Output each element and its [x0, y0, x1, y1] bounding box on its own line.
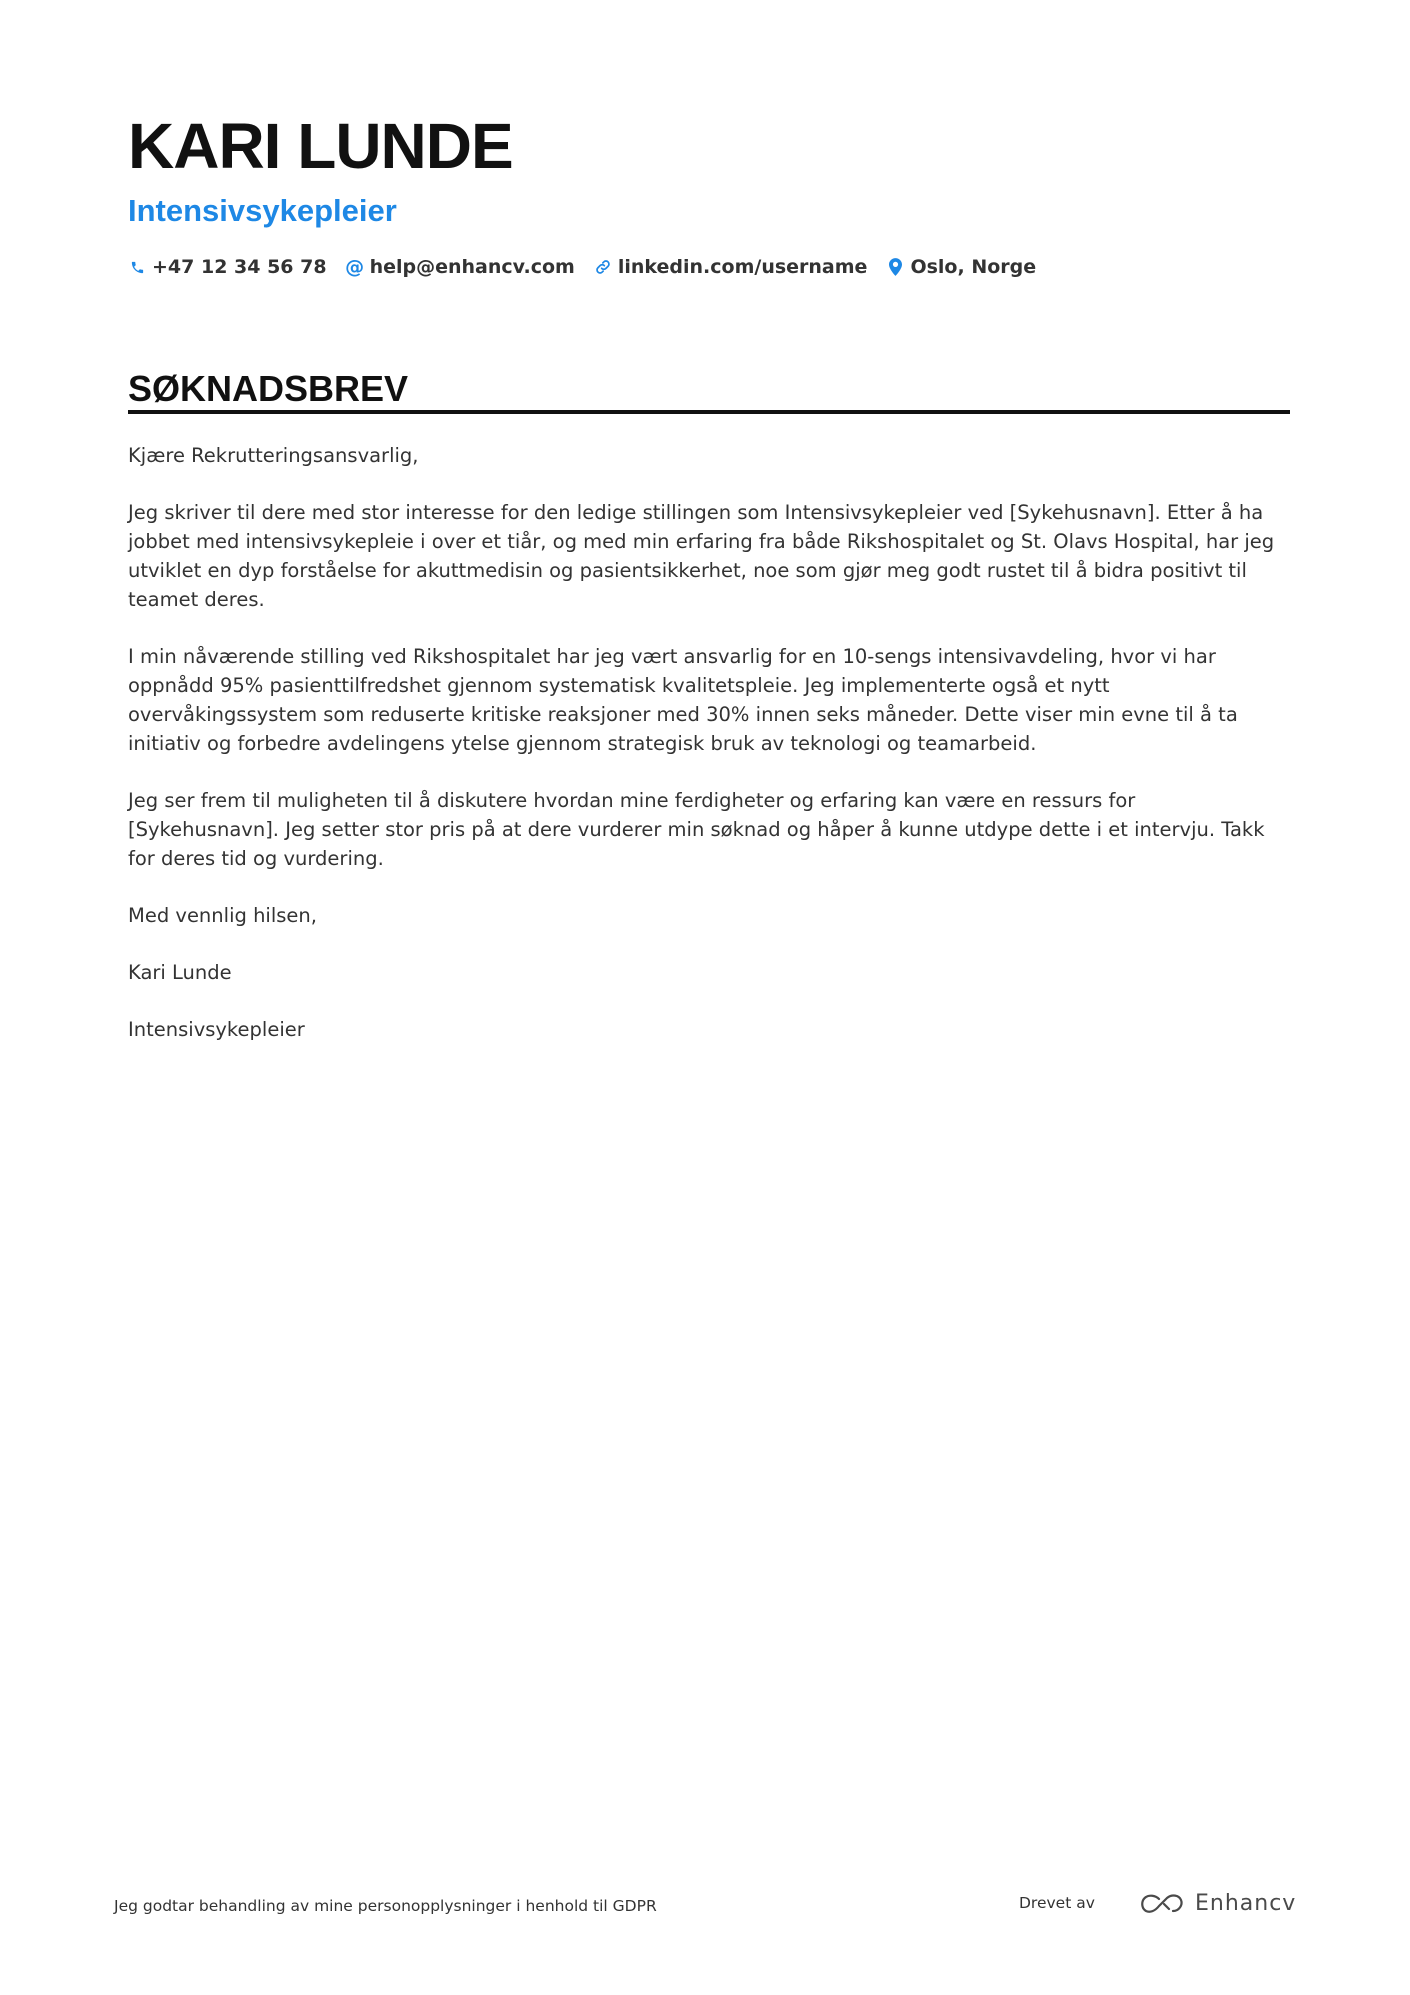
phone-icon: [128, 256, 146, 278]
section-divider: [128, 410, 1290, 414]
map-pin-icon: [886, 256, 904, 278]
enhancv-logo-text: Enhancv: [1195, 1891, 1297, 1916]
contact-location-text: Oslo, Norge: [910, 256, 1037, 278]
candidate-name: KARI LUNDE: [128, 110, 513, 182]
contact-bar: [128, 252, 1055, 282]
contact-email[interactable]: [346, 252, 575, 282]
contact-linkedin[interactable]: [594, 252, 868, 282]
section-title: SØKNADSBREV: [128, 368, 409, 409]
contact-phone[interactable]: [128, 252, 327, 282]
at-icon: @: [345, 256, 365, 278]
contact-email-text: help@enhancv.com: [369, 256, 575, 278]
enhancv-logo[interactable]: [1139, 1889, 1296, 1919]
signature-name: Kari Lunde: [128, 961, 232, 984]
letter-closing: Med vennlig hilsen,: [128, 904, 317, 927]
contact-location: [886, 252, 1036, 282]
letter-paragraph: I min nåværende stilling ved Rikshospitalet har jeg vært ansvarlig for en 10-sengs intensivavdeling, hvor vi har oppnådd 95% pasienttilfredshet gjennom systematisk kvalitetspleie. Jeg implementerte også et nytt overvåkingssystem som reduserte kritiske reaksjoner med 30% innen seks måneder. Dette viser min evne til å ta initiativ og forbedre avdelingens ytelse gjennom strategisk bruk av teknologi og teamarbeid.: [128, 645, 1238, 755]
powered-by-label: Drevet av: [1019, 1894, 1095, 1912]
link-icon: [594, 256, 612, 278]
contact-linkedin-text: linkedin.com/username: [617, 256, 868, 278]
candidate-role: Intensivsykepleier: [128, 193, 397, 228]
letter-greeting: Kjære Rekrutteringsansvarlig,: [128, 444, 419, 467]
letter-paragraph: Jeg ser frem til muligheten til å diskutere hvordan mine ferdigheter og erfaring kan være en ressurs for [Sykehusnavn]. Jeg setter stor pris på at dere vurderer min søknad og håper å kunne utdype dette i et intervju. Takk for deres tid og vurdering.: [128, 789, 1265, 870]
signature-title: Intensivsykepleier: [128, 1018, 305, 1041]
enhancv-logo-icon: [1139, 1892, 1185, 1916]
cover-letter-body: [128, 441, 1290, 1072]
letter-paragraph: Jeg skriver til dere med stor interesse for den ledige stillingen som Intensivsykepleier ved [Sykehusnavn]. Etter å ha jobbet med intensivsykepleie i over et tiår, og med min erfaring fra både Rikshospitalet og St. Olavs Hospital, har jeg utviklet en dyp forståelse for akuttmedisin og pasientsikkerhet, noe som gjør meg godt rustet til å bidra positivt til teamet deres.: [128, 501, 1275, 611]
gdpr-consent-text: Jeg godtar behandling av mine personopplysninger i henhold til GDPR: [114, 1897, 657, 1915]
contact-phone-text: +47 12 34 56 78: [152, 256, 327, 278]
